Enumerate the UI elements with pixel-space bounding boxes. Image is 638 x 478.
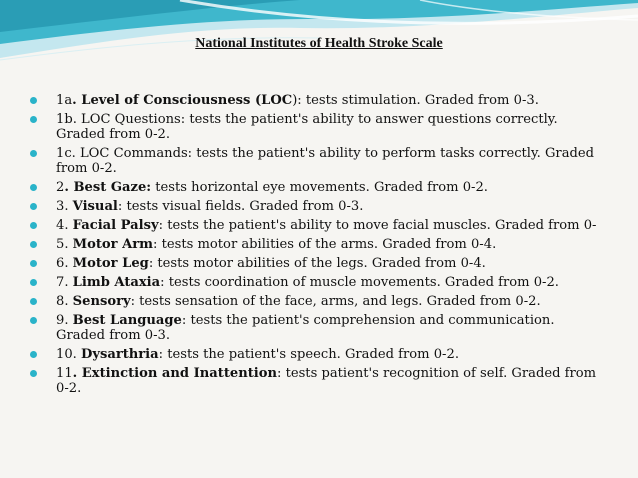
bullet-icon [30,184,37,191]
bullet-icon [30,370,37,377]
item-text: : tests the patient's speech. Graded from 0-2. [158,347,459,362]
item-bold: Limb Ataxia [72,275,161,290]
list-item [30,256,600,271]
bullet-icon [30,203,37,210]
list-item [30,199,600,214]
bullet-icon [30,298,37,305]
list-item [30,313,600,343]
item-bold: Facial Palsy [72,218,159,233]
item-text: : tests the patient's ability to move facial muscles. Graded from 0- [158,218,597,233]
list-item [30,347,600,362]
bullet-icon [30,279,37,286]
item-prefix: 11 [56,366,73,381]
list-item [30,237,600,252]
list-item [30,294,600,309]
item-bold: Motor Leg [72,256,149,271]
bullet-icon [30,222,37,229]
item-text: tests horizontal eye movements. Graded from 0-2. [151,180,488,195]
item-text: : tests motor abilities of the arms. Graded from 0-4. [153,237,497,252]
list-item [30,146,600,176]
item-bold: Motor Arm [72,237,154,252]
item-prefix: 6. [56,256,73,271]
bullet-icon [30,351,37,358]
item-bold: Sensory [72,294,131,309]
list-item [30,112,600,142]
bullet-icon [30,241,37,248]
slide-title: National Institutes of Health Stroke Scale [195,36,443,51]
bullet-icon [30,150,37,157]
item-bold: Best Language [72,313,182,328]
list-item [30,275,600,290]
item-text: : tests visual fields. Graded from 0-3. [117,199,364,214]
item-bold: Visual [72,199,118,214]
item-prefix: 1c. LOC Commands: tests the patient's ability to perform tasks correctly. Graded from 0-2. [56,146,595,176]
item-bold: . Extinction and Inattention [72,366,277,381]
bullet-icon [30,116,37,123]
item-prefix: 4. [56,218,73,233]
list-item [30,93,600,108]
list-item [30,366,600,396]
item-prefix: 5. [56,237,73,252]
item-text: : tests motor abilities of the legs. Graded from 0-4. [148,256,486,271]
item-prefix: 7. [56,275,73,290]
item-text: : tests patient's recognition of self. Graded from 0-2. [56,366,597,396]
item-text: : tests sensation of the face, arms, and legs. Graded from 0-2. [130,294,541,309]
item-bold: . Best Gaze: [64,180,152,195]
list-item [30,180,600,195]
bullet-icon [30,260,37,267]
item-bold: . Level of Consciousness (LOC [72,93,293,108]
item-prefix: 3. [56,199,73,214]
item-text: ): tests stimulation. Graded from 0-3. [292,93,539,108]
item-text: : tests coordination of muscle movements. Graded from 0-2. [160,275,559,290]
item-prefix: 2 [56,180,65,195]
item-bold: Dysarthria [81,347,159,362]
item-prefix: 8. [56,294,73,309]
bullet-icon [30,97,37,104]
list-item [30,218,600,233]
item-prefix: 1b. LOC Questions: tests the patient's ability to answer questions correctly. Graded from 0-2. [56,112,558,142]
item-text: : tests the patient's comprehension and communication. Graded from 0-3. [56,313,555,343]
item-prefix: 10. [56,347,81,362]
bullet-list [30,93,600,400]
item-prefix: 9. [56,313,73,328]
bullet-icon [30,317,37,324]
item-prefix: 1a [56,93,73,108]
